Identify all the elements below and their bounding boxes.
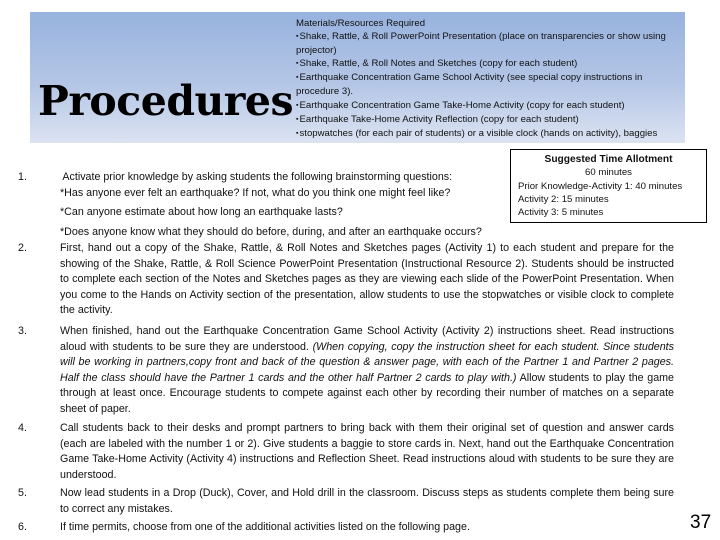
step-text — [60, 324, 674, 418]
step-number: 4. — [18, 422, 27, 434]
materials-item: ▪ Earthquake Concentration Game Take-Home Activity (copy for each student) — [296, 99, 682, 113]
time-allotment-total: 60 minutes — [585, 167, 632, 179]
page-title: Procedures — [38, 77, 294, 125]
step-text: Activate prior knowledge by asking students the following brainstorming questions: — [60, 171, 453, 183]
materials-item: ▪ Shake, Rattle, & Roll PowerPoint Presentation (place on transparencies or show using projector) — [296, 30, 682, 57]
brainstorm-question: *Can anyone estimate about how long an earthquake lasts? — [60, 206, 343, 218]
step-number: 2. — [18, 242, 27, 254]
brainstorm-question: *Has anyone ever felt an earthquake? If not, what do you think one might feel like? — [60, 187, 451, 199]
materials-item: ▪ stopwatches (for each pair of students) or a visible clock (hands on activity), baggies — [296, 127, 682, 141]
step-text: If time permits, choose from one of the additional activities listed on the following page. — [60, 521, 470, 533]
step-number: 6. — [18, 521, 27, 533]
step-number: 5. — [18, 487, 27, 499]
step-text: Now lead students in a Drop (Duck), Cover, and Hold drill in the classroom. Discuss steps as students complete them being sure to correct any mistakes. — [60, 487, 674, 515]
materials-item: ▪ Shake, Rattle, & Roll Notes and Sketches (copy for each student) — [296, 57, 682, 71]
materials-item: ▪ Earthquake Concentration Game School Activity (see special copy instructions in procedure 3). — [296, 71, 682, 98]
brainstorm-question: *Does anyone know what they should do before, during, and after an earthquake occurs? — [60, 226, 482, 238]
step-number: 3. — [18, 325, 27, 337]
time-allotment-line: Activity 2: 15 minutes — [518, 193, 609, 205]
materials-heading: Materials/Resources Required — [296, 18, 426, 29]
step-text-part: When finished, hand out the Earthquake Concentration Game School Activity (Activity 2) instructions sheet. Read instructions aloud with students to be sure they are understood. — [60, 325, 674, 353]
step-text: First, hand out a copy of the Shake, Rattle, & Roll Notes and Sketches pages (Activity 1) to each student and prepare for the showing of the Shake, Rattle, & Roll Science PowerPoint Presentation (Instructional Resource 2). Students should be instructed to complete each section of the Notes and Sketches pages as they are viewing each slide of the PowerPoint Presentation. When you come to the Hands on Activity section of the presentation, allow students to use the stopwatches or visible clock to complete the activity. — [60, 242, 674, 317]
page-number: 37 — [690, 512, 712, 533]
step-text-part: Allow students to play the game through at least once. Encourage students to compete against each other by recording their number of matches on a separate sheet of paper. — [60, 371, 674, 415]
time-allotment-line: Activity 3: 5 minutes — [518, 207, 604, 219]
time-allotment-title: Suggested Time Allotment — [544, 154, 673, 165]
time-allotment-line: Prior Knowledge-Activity 1: 40 minutes — [518, 180, 683, 192]
step-number: 1. — [18, 171, 27, 183]
copy-instructions-note: (When copying, copy the instruction sheet for each student. Since students will be working in partners,copy front and back of the question & answer page, with each of the Partner 1 and Partner 2 pages. Half the class should have the Partner 1 cards and the other half Partner 2 cards to play with.) — [60, 340, 674, 384]
materials-item: ▪ Earthquake Take-Home Activity Reflection (copy for each student) — [296, 113, 682, 127]
step-text: Call students back to their desks and prompt partners to bring back with them their original set of question and answer cards (each are labeled with the number 1 or 2). Give students a baggie to store cards in. Next, hand out the Earthquake Concentration Game Take-Home Activity (Activity 4) instructions and Reflection Sheet. Read instructions aloud with students to be sure they are understood. — [60, 422, 674, 481]
